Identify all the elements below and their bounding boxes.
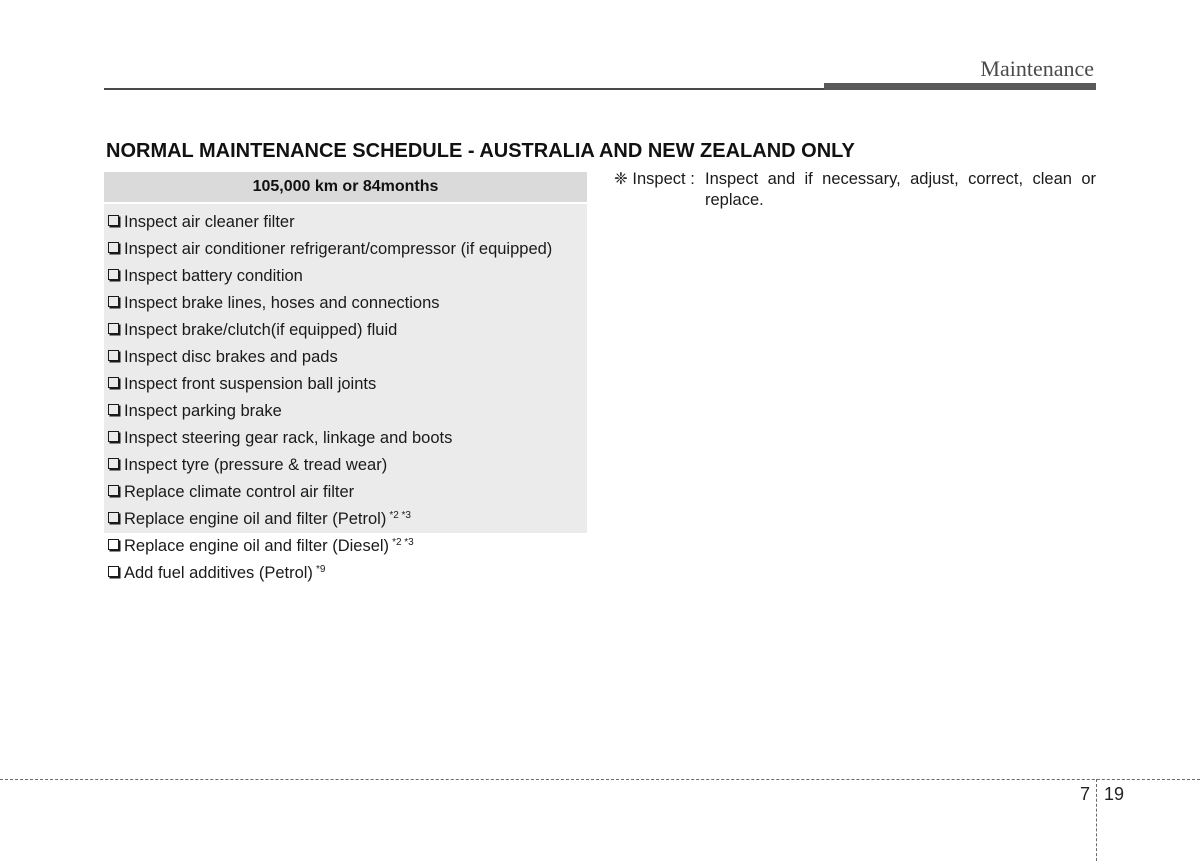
checkbox-icon (108, 431, 119, 442)
schedule-item (108, 477, 587, 504)
schedule-item-label: Replace engine oil and filter (Petrol) (124, 510, 387, 528)
schedule-item-label: Inspect air conditioner refrigerant/compressor (if equipped) (124, 240, 553, 258)
checkbox-icon (108, 539, 119, 550)
schedule-item-label: Add fuel additives (Petrol) (124, 564, 313, 582)
schedule-item-label: Inspect parking brake (124, 402, 282, 420)
schedule-item (108, 396, 587, 423)
page-chapter-number: 7 (1080, 784, 1091, 804)
schedule-item (108, 450, 587, 477)
schedule-item-label: Inspect brake lines, hoses and connections (124, 294, 440, 312)
maintenance-schedule-box (104, 172, 587, 582)
checkbox-icon (108, 242, 119, 253)
schedule-item (108, 369, 587, 396)
schedule-item-footnote: *9 (315, 564, 326, 575)
schedule-item-footnote: *2 *3 (389, 510, 411, 521)
schedule-item-label: Replace engine oil and filter (Diesel) (124, 537, 390, 555)
section-title: NORMAL MAINTENANCE SCHEDULE - AUSTRALIA AND NEW ZEALAND ONLY (106, 140, 855, 162)
schedule-item-label: Inspect air cleaner filter (124, 213, 295, 231)
checkbox-icon (108, 269, 119, 280)
schedule-item (108, 288, 587, 315)
schedule-item-label: Replace climate control air filter (124, 483, 355, 501)
schedule-item-label: Inspect battery condition (124, 267, 303, 285)
chapter-header-title: Maintenance (980, 56, 1094, 81)
checkbox-icon (108, 296, 119, 307)
checkbox-icon (108, 215, 119, 226)
schedule-item (108, 423, 587, 450)
checkbox-icon (108, 323, 119, 334)
inspect-note-text: Inspect and if necessary, adjust, correct, clean or replace. (705, 170, 1096, 209)
schedule-item-label: Inspect disc brakes and pads (124, 348, 338, 366)
schedule-item-list (104, 204, 587, 585)
footer-divider (0, 779, 1200, 780)
header-rule (104, 88, 826, 90)
checkbox-icon (108, 485, 119, 496)
schedule-item (108, 261, 587, 288)
schedule-interval-header: 105,000 km or 84months (104, 172, 587, 204)
schedule-item (108, 504, 587, 531)
schedule-item-label: Inspect front suspension ball joints (124, 375, 377, 393)
header-rule-accent (824, 83, 1096, 90)
schedule-item (108, 558, 587, 585)
checkbox-icon (108, 350, 119, 361)
schedule-item (108, 234, 587, 261)
inspect-note-marker: ❈ Inspect : (614, 170, 695, 188)
inspect-note (614, 169, 1096, 211)
schedule-item (108, 207, 587, 234)
footer-page-divider (1096, 779, 1097, 861)
page-number: 19 (1104, 784, 1125, 804)
checkbox-icon (108, 512, 119, 523)
checkbox-icon (108, 566, 119, 577)
schedule-item (108, 531, 587, 558)
schedule-item-label: Inspect brake/clutch(if equipped) fluid (124, 321, 398, 339)
schedule-item-footnote: *2 *3 (392, 537, 414, 548)
checkbox-icon (108, 404, 119, 415)
schedule-item-label: Inspect steering gear rack, linkage and boots (124, 429, 453, 447)
schedule-item (108, 342, 587, 369)
checkbox-icon (108, 377, 119, 388)
schedule-item (108, 315, 587, 342)
checkbox-icon (108, 458, 119, 469)
schedule-item-label: Inspect tyre (pressure & tread wear) (124, 456, 388, 474)
